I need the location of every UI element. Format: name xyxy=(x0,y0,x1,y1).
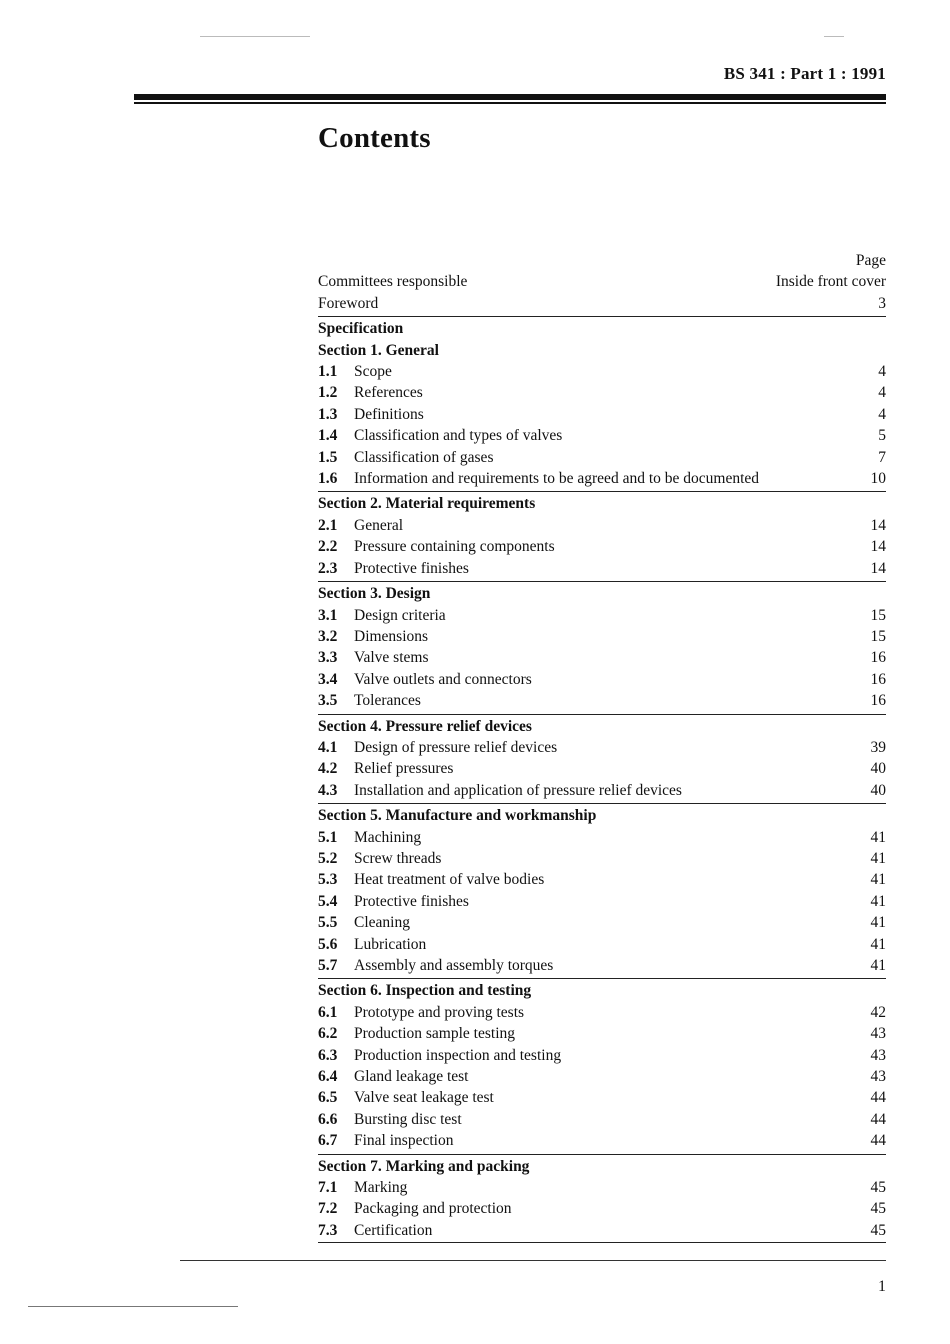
toc-entry xyxy=(318,737,886,758)
section-heading xyxy=(318,803,886,826)
clause-title: Information and requirements to be agreed and to be documented xyxy=(354,470,760,488)
toc-entry-label xyxy=(318,647,428,668)
clause-title: Protective finishes xyxy=(354,559,469,577)
toc-entry-page: 3 xyxy=(878,294,886,312)
clause-title: Protective finishes xyxy=(354,892,469,910)
toc-entry xyxy=(318,605,886,626)
clause-page: 10 xyxy=(870,470,886,488)
toc-entry xyxy=(318,934,886,955)
toc-entry-label xyxy=(318,382,423,403)
clause-number: 3.1 xyxy=(318,606,338,624)
toc-entry xyxy=(318,869,886,890)
toc-entry-label xyxy=(318,1087,494,1108)
clause-page: 15 xyxy=(870,606,886,624)
clause-page: 45 xyxy=(870,1179,886,1197)
clause-number: 4.2 xyxy=(318,760,338,778)
specification-label: Specification xyxy=(318,320,404,338)
clause-page: 16 xyxy=(870,670,886,688)
toc-entry xyxy=(318,669,886,690)
clause-title: Cleaning xyxy=(354,914,410,932)
toc-entry-title: Committees responsible xyxy=(318,273,468,291)
toc-entry xyxy=(318,425,886,446)
clause-title: Certification xyxy=(354,1221,433,1239)
toc-entry-label xyxy=(318,361,392,382)
clause-number: 1.1 xyxy=(318,363,338,381)
clause-title: Marking xyxy=(354,1179,408,1197)
clause-number: 2.2 xyxy=(318,538,338,556)
table-of-contents xyxy=(318,250,886,1243)
clause-number: 1.5 xyxy=(318,448,338,466)
toc-entry xyxy=(318,626,886,647)
clause-number: 6.1 xyxy=(318,1003,338,1021)
clause-page: 43 xyxy=(870,1025,886,1043)
toc-entry-label xyxy=(318,626,428,647)
clause-title: Definitions xyxy=(354,405,424,423)
clause-page: 40 xyxy=(870,760,886,778)
clause-number: 3.3 xyxy=(318,649,338,667)
toc-entry xyxy=(318,1177,886,1198)
toc-entry-label xyxy=(318,912,410,933)
clause-title: Classification and types of valves xyxy=(354,427,563,445)
clause-page: 40 xyxy=(870,781,886,799)
toc-entry xyxy=(318,1045,886,1066)
toc-entry xyxy=(318,827,886,848)
header-rule-thick xyxy=(134,94,886,100)
toc-entry xyxy=(318,447,886,468)
clause-page: 41 xyxy=(870,892,886,910)
toc-entry xyxy=(318,1002,886,1023)
toc-entry-label xyxy=(318,848,441,869)
clause-page: 4 xyxy=(878,363,886,381)
clause-title: Production inspection and testing xyxy=(354,1046,562,1064)
clause-title: Valve stems xyxy=(354,649,429,667)
toc-entry xyxy=(318,382,886,403)
clause-page: 44 xyxy=(870,1089,886,1107)
toc-entry xyxy=(318,404,886,425)
scan-artifact-top-right xyxy=(824,36,844,37)
clause-title: Packaging and protection xyxy=(354,1200,512,1218)
clause-number: 5.2 xyxy=(318,849,338,867)
clause-title: Tolerances xyxy=(354,692,421,710)
toc-entry xyxy=(318,1130,886,1151)
clause-number: 6.2 xyxy=(318,1025,338,1043)
toc-entry xyxy=(318,1109,886,1130)
toc-entry-title: Foreword xyxy=(318,294,379,312)
section-heading xyxy=(318,978,886,1001)
clause-title: Final inspection xyxy=(354,1132,454,1150)
document-reference: BS 341 : Part 1 : 1991 xyxy=(723,64,886,83)
toc-entry-label xyxy=(318,780,682,801)
clause-title: Valve outlets and connectors xyxy=(354,670,532,688)
clause-page: 41 xyxy=(870,849,886,867)
clause-number: 2.1 xyxy=(318,516,338,534)
toc-entry-label xyxy=(318,1177,407,1198)
section-heading-text: Section 6. Inspection and testing xyxy=(318,982,532,1000)
clause-page: 16 xyxy=(870,649,886,667)
section-heading xyxy=(318,714,886,737)
toc-entry xyxy=(318,848,886,869)
clause-number: 5.4 xyxy=(318,892,338,910)
toc-entry-label xyxy=(318,425,562,446)
clause-page: 15 xyxy=(870,627,886,645)
toc-entry xyxy=(318,780,886,801)
page-column-header xyxy=(318,250,886,271)
scan-artifact-top xyxy=(200,36,310,37)
clause-page: 45 xyxy=(870,1200,886,1218)
toc-entry xyxy=(318,558,886,579)
toc-entry-label xyxy=(318,690,421,711)
clause-number: 6.7 xyxy=(318,1132,338,1150)
section-heading-text: Section 1. General xyxy=(318,341,439,359)
toc-entry xyxy=(318,536,886,557)
toc-entry xyxy=(318,1066,886,1087)
clause-number: 2.3 xyxy=(318,559,338,577)
clause-number: 6.4 xyxy=(318,1068,338,1086)
clause-page: 4 xyxy=(878,384,886,402)
clause-page: 43 xyxy=(870,1046,886,1064)
clause-number: 5.3 xyxy=(318,871,338,889)
section-heading-text: Section 7. Marking and packing xyxy=(318,1157,530,1175)
clause-number: 5.6 xyxy=(318,935,338,953)
toc-entry-label xyxy=(318,1130,453,1151)
toc-entry xyxy=(318,758,886,779)
specification-heading xyxy=(318,316,886,339)
clause-page: 39 xyxy=(870,738,886,756)
clause-number: 5.1 xyxy=(318,828,338,846)
clause-number: 1.2 xyxy=(318,384,338,402)
clause-page: 43 xyxy=(870,1068,886,1086)
toc-entry-label xyxy=(318,515,403,536)
clause-page: 41 xyxy=(870,914,886,932)
toc-entry-label xyxy=(318,1220,432,1241)
clause-page: 44 xyxy=(870,1110,886,1128)
section-heading-text: Section 3. Design xyxy=(318,585,431,603)
clause-title: Dimensions xyxy=(354,627,429,645)
footer-rule xyxy=(180,1260,886,1261)
clause-title: Valve seat leakage test xyxy=(354,1089,494,1107)
clause-number: 5.5 xyxy=(318,914,338,932)
clause-title: Design criteria xyxy=(354,606,446,624)
clause-title: Installation and application of pressure relief devices xyxy=(354,781,682,799)
toc-entry-label xyxy=(318,1023,515,1044)
toc-entry-label xyxy=(318,1109,462,1130)
toc-sections xyxy=(318,340,886,1244)
clause-title: Assembly and assembly torques xyxy=(354,957,554,974)
toc-entry-label xyxy=(318,1198,512,1219)
section-heading-text: Section 2. Material requirements xyxy=(318,495,536,513)
clause-title: Gland leakage test xyxy=(354,1068,469,1086)
clause-number: 7.3 xyxy=(318,1221,338,1239)
clause-title: Lubrication xyxy=(354,935,427,953)
clause-page: 45 xyxy=(870,1221,886,1239)
clause-number: 3.5 xyxy=(318,692,338,710)
clause-number: 6.5 xyxy=(318,1089,338,1107)
clause-number: 3.4 xyxy=(318,670,338,688)
clause-number: 6.6 xyxy=(318,1110,338,1128)
toc-entry-foreword xyxy=(318,293,886,314)
toc-entry-label xyxy=(318,758,453,779)
clause-page: 7 xyxy=(878,448,886,466)
clause-page: 5 xyxy=(878,427,886,445)
page-number: 1 xyxy=(878,1278,886,1295)
toc-entry-label xyxy=(318,558,469,579)
toc-entry-committees xyxy=(318,271,886,292)
toc-entry xyxy=(318,1023,886,1044)
section-heading xyxy=(318,491,886,514)
clause-number: 6.3 xyxy=(318,1046,338,1064)
clause-number: 1.4 xyxy=(318,427,338,445)
clause-title: Machining xyxy=(354,828,422,846)
toc-entry-label xyxy=(318,536,555,557)
clause-page: 41 xyxy=(870,871,886,889)
toc-entry-label xyxy=(318,891,469,912)
toc-entry-label xyxy=(318,1066,468,1087)
clause-title: Screw threads xyxy=(354,849,442,867)
section-heading-text: Section 5. Manufacture and workmanship xyxy=(318,807,597,825)
clause-title: General xyxy=(354,516,404,534)
clause-page: 44 xyxy=(870,1132,886,1150)
clause-page: 14 xyxy=(870,516,886,534)
clause-page: 4 xyxy=(878,405,886,423)
toc-entry xyxy=(318,690,886,711)
toc-entry-label xyxy=(318,404,424,425)
toc-entry xyxy=(318,891,886,912)
toc-entry-label xyxy=(318,669,532,690)
toc-entry-label xyxy=(318,869,544,890)
clause-number: 1.6 xyxy=(318,470,338,488)
clause-title: References xyxy=(354,384,423,402)
clause-number: 3.2 xyxy=(318,627,338,645)
clause-title: Heat treatment of valve bodies xyxy=(354,871,545,889)
page-column-label: Page xyxy=(855,252,886,269)
toc-entry xyxy=(318,1198,886,1219)
toc-entry xyxy=(318,361,886,382)
toc-entry-label xyxy=(318,1002,524,1023)
clause-number: 4.1 xyxy=(318,738,338,756)
section-heading xyxy=(318,340,886,361)
clause-title: Pressure containing components xyxy=(354,538,555,556)
clause-page: 14 xyxy=(870,538,886,556)
clause-title: Production sample testing xyxy=(354,1025,516,1043)
clause-title: Design of pressure relief devices xyxy=(354,738,558,756)
clause-number: 4.3 xyxy=(318,781,338,799)
toc-entry-label xyxy=(318,605,446,626)
clause-title: Scope xyxy=(354,363,392,381)
toc-entry-label xyxy=(318,737,557,758)
page-title: Contents xyxy=(318,122,431,154)
toc-entry-label xyxy=(318,447,493,468)
clause-number: 7.2 xyxy=(318,1200,338,1218)
clause-title: Prototype and proving tests xyxy=(354,1003,525,1021)
toc-entry xyxy=(318,515,886,536)
clause-number: 1.3 xyxy=(318,405,338,423)
section-heading-text: Section 4. Pressure relief devices xyxy=(318,717,532,735)
toc-entry-label xyxy=(318,827,421,848)
toc-entry-label xyxy=(318,934,426,955)
clause-page: 16 xyxy=(870,692,886,710)
clause-page: 42 xyxy=(870,1003,886,1021)
toc-entry xyxy=(318,468,886,489)
clause-title: Classification of gases xyxy=(354,448,494,466)
clause-title: Bursting disc test xyxy=(354,1110,462,1128)
clause-page: 41 xyxy=(870,935,886,953)
toc-entry-page: Inside front cover xyxy=(775,273,886,291)
clause-title: Relief pressures xyxy=(354,760,454,778)
header-rule-thin xyxy=(134,102,886,104)
section-heading xyxy=(318,581,886,604)
toc-entry xyxy=(318,955,886,976)
scan-artifact-bottom xyxy=(28,1306,238,1307)
clause-number: 5.7 xyxy=(318,957,338,974)
clause-page: 41 xyxy=(870,828,886,846)
clause-page: 41 xyxy=(870,957,886,974)
clause-number: 7.1 xyxy=(318,1179,338,1197)
section-heading xyxy=(318,1154,886,1177)
toc-entry-label xyxy=(318,955,553,976)
toc-entry xyxy=(318,1087,886,1108)
toc-entry xyxy=(318,647,886,668)
toc-entry-label xyxy=(318,1045,561,1066)
toc-entry xyxy=(318,912,886,933)
toc-entry-label xyxy=(318,468,759,489)
clause-page: 14 xyxy=(870,559,886,577)
toc-entry xyxy=(318,1220,886,1243)
